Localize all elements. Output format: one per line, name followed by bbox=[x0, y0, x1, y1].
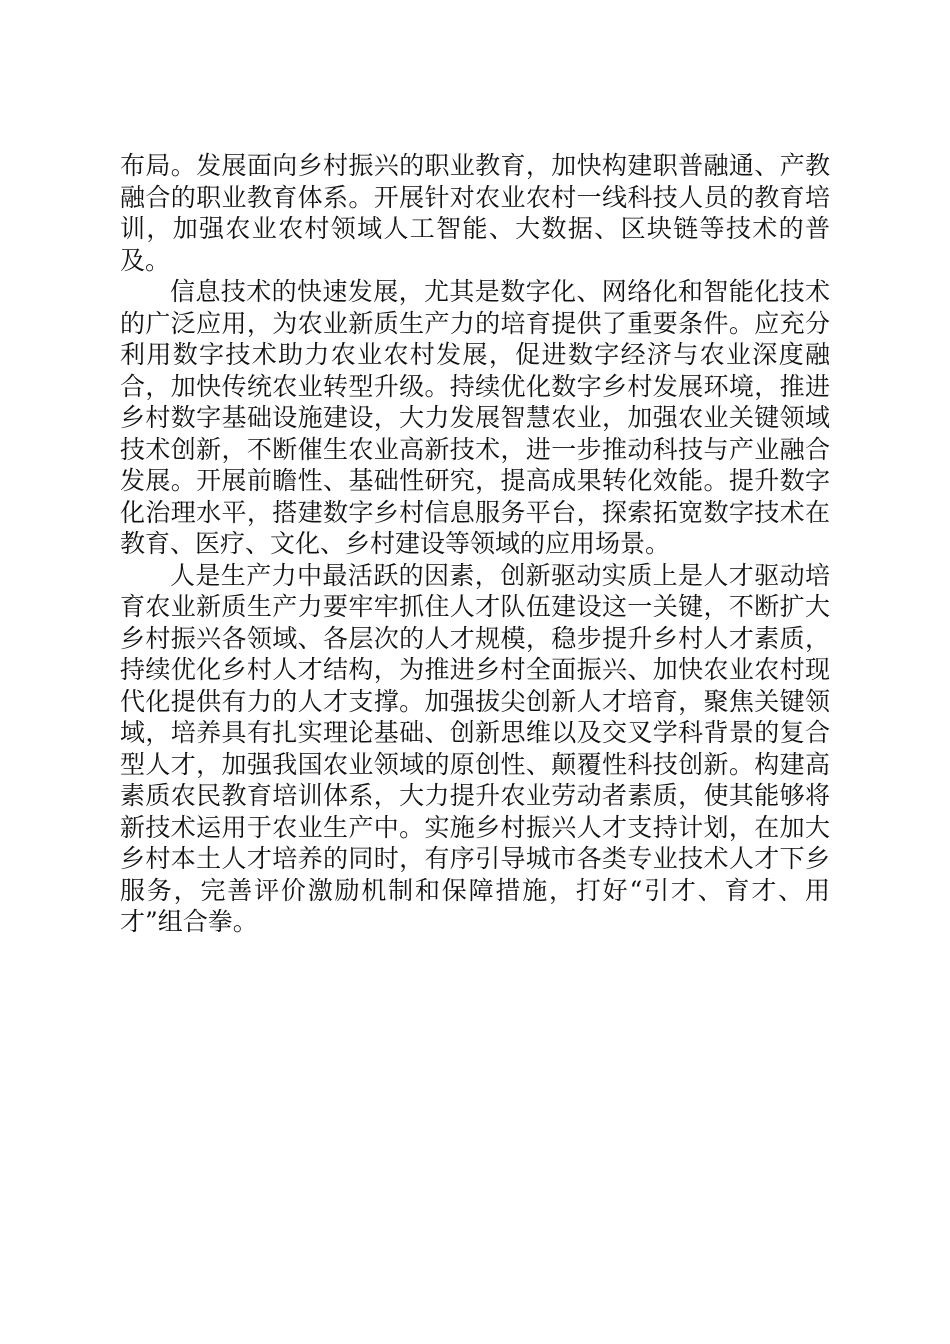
paragraph-information-technology: 信息技术的快速发展，尤其是数字化、网络化和智能化技术的广泛应用，为农业新质生产力的培育提供了重要条件。应充分利用数字技术助力农业农村发展，促进数字经济与农业深度融合，加快传统农业转型升级。持续优化数字乡村发展环境，推进乡村数字基础设施建设，大力发展智慧农业，加强农业关键领域技术创新，不断催生农业高新技术，进一步推动科技与产业融合发展。开展前瞻性、基础性研究，提高成果转化效能。提升数字化治理水平，搭建数字乡村信息服务平台，探索拓宽数字技术在教育、医疗、文化、乡村建设等领域的应用场景。 bbox=[120, 277, 830, 558]
paragraph-talent: 人是生产力中最活跃的因素，创新驱动实质上是人才驱动培育农业新质生产力要牢牢抓住人才队伍建设这一关键，不断扩大乡村振兴各领域、各层次的人才规模，稳步提升乡村人才素质，持续优化乡村人才结构，为推进乡村全面振兴、加快农业农村现代化提供有力的人才支撑。加强拔尖创新人才培育，聚焦关键领域，培养具有扎实理论基础、创新思维以及交叉学科背景的复合型人才，加强我国农业领域的原创性、颠覆性科技创新。构建高素质农民教育培训体系，大力提升农业劳动者素质，使其能够将新技术运用于农业生产中。实施乡村振兴人才支持计划，在加大乡村本土人才培养的同时，有序引导城市各类专业技术人才下乡服务，完善评价激励机制和保障措施，打好“引才、育才、用才”组合拳。 bbox=[120, 560, 830, 936]
paragraph-continued: 布局。发展面向乡村振兴的职业教育，加快构建职普融通、产教融合的职业教育体系。开展针对农业农村一线科技人员的教育培训，加强农业农村领域人工智能、大数据、区块链等技术的普及。 bbox=[120, 151, 830, 275]
document-body bbox=[120, 150, 830, 938]
